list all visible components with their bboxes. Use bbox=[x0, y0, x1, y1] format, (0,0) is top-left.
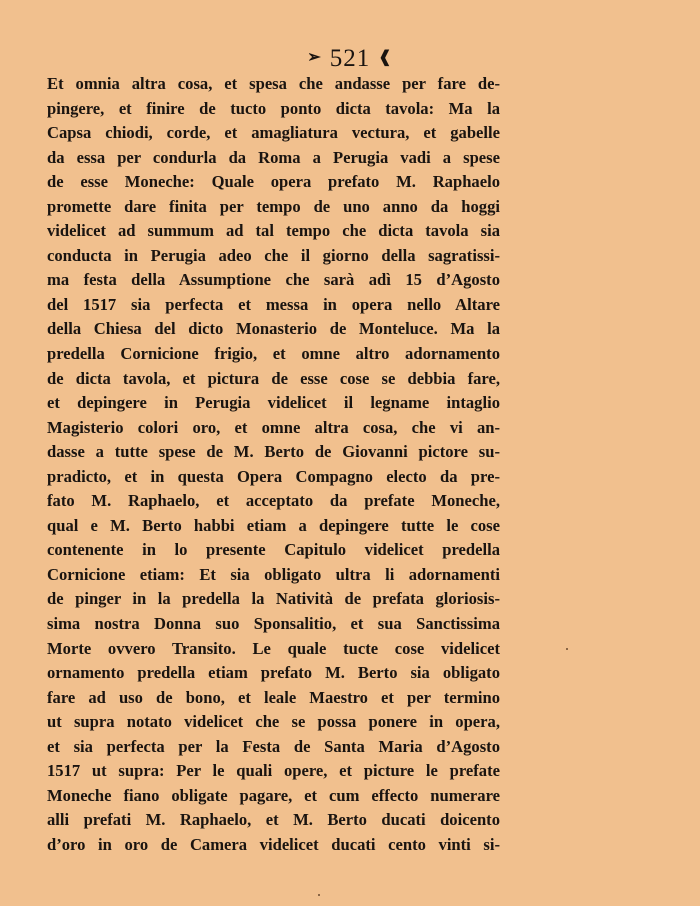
text-line: promette dare finita per tempo de uno anno da hoggi bbox=[47, 196, 500, 216]
paper-speck bbox=[318, 894, 320, 896]
text-line: fare ad uso de bono, et leale Maestro et per termino bbox=[47, 687, 500, 707]
text-line: et depingere in Perugia videlicet il legname intaglio bbox=[47, 393, 500, 413]
text-line: de pinger in la predella la Natività de prefata gloriosis- bbox=[47, 589, 500, 609]
text-line: et sia perfecta per la Festa de Santa Maria d’Agosto bbox=[47, 736, 500, 756]
text-line: pradicto, et in questa Opera Compagno electo da pre- bbox=[47, 466, 500, 486]
text-line: da essa per condurla da Roma a Perugia vadi a spese bbox=[47, 147, 500, 167]
text-line: Et omnia altra cosa, et spesa che andasse per fare de- bbox=[47, 74, 500, 93]
text-line: videlicet ad summum ad tal tempo che dicta tavola sia bbox=[47, 221, 500, 241]
left-ornament-icon: ➢ bbox=[307, 49, 322, 67]
text-line: pingere, et finire de tucto ponto dicta tavola: Ma la bbox=[47, 98, 500, 118]
text-line: fato M. Raphaelo, et acceptato da prefate Moneche, bbox=[47, 491, 500, 511]
text-line: Capsa chiodi, corde, et amagliatura vectura, et gabelle bbox=[47, 123, 500, 143]
paper-speck bbox=[566, 648, 568, 650]
page-header bbox=[0, 44, 700, 75]
text-line: contenente in lo presente Capitulo videlicet predella bbox=[47, 540, 500, 560]
page-number: 521 bbox=[329, 45, 371, 72]
text-line: alli prefati M. Raphaelo, et M. Berto ducati doicento bbox=[47, 810, 500, 830]
text-line: del 1517 sia perfecta et messa in opera nello Altare bbox=[47, 294, 500, 314]
text-line: Morte ovvero Transito. Le quale tucte cose videlicet bbox=[47, 638, 500, 658]
text-line: predella Cornicione frigio, et omne altro adornamento bbox=[47, 344, 500, 364]
text-line: 1517 ut supra: Per le quali opere, et picture le prefate bbox=[47, 761, 500, 781]
text-line: Cornicione etiam: Et sia obligato ultra li adornamenti bbox=[47, 564, 500, 584]
text-line: d’oro in oro de Camera videlicet ducati cento vinti si- bbox=[47, 834, 500, 854]
text-line: conducta in Perugia adeo che il giorno della sagratissi- bbox=[47, 245, 500, 265]
right-ornament-icon: ❰ bbox=[378, 49, 393, 67]
body-text bbox=[47, 72, 500, 858]
text-line: dasse a tutte spese de M. Berto de Giovanni pictore su- bbox=[47, 442, 500, 462]
text-line: de dicta tavola, et pictura de esse cose se debbia fare, bbox=[47, 368, 500, 388]
text-line: ut supra notato videlicet che se possa ponere in opera, bbox=[47, 712, 500, 732]
text-line: qual e M. Berto habbi etiam a depingere tutte le cose bbox=[47, 515, 500, 535]
text-line: della Chiesa del dicto Monasterio de Monteluce. Ma la bbox=[47, 319, 500, 339]
text-line: ornamento predella etiam prefato M. Berto sia obligato bbox=[47, 663, 500, 683]
text-line: Moneche fiano obligate pagare, et cum effecto numerare bbox=[47, 785, 500, 805]
text-line: de esse Moneche: Quale opera prefato M. Raphaelo bbox=[47, 172, 500, 192]
text-line: sima nostra Donna suo Sponsalitio, et sua Sanctissima bbox=[47, 614, 500, 634]
text-line: ma festa della Assumptione che sarà adì 15 d’Agosto bbox=[47, 270, 500, 290]
text-line: Magisterio colori oro, et omne altra cosa, che vi an- bbox=[47, 417, 500, 437]
